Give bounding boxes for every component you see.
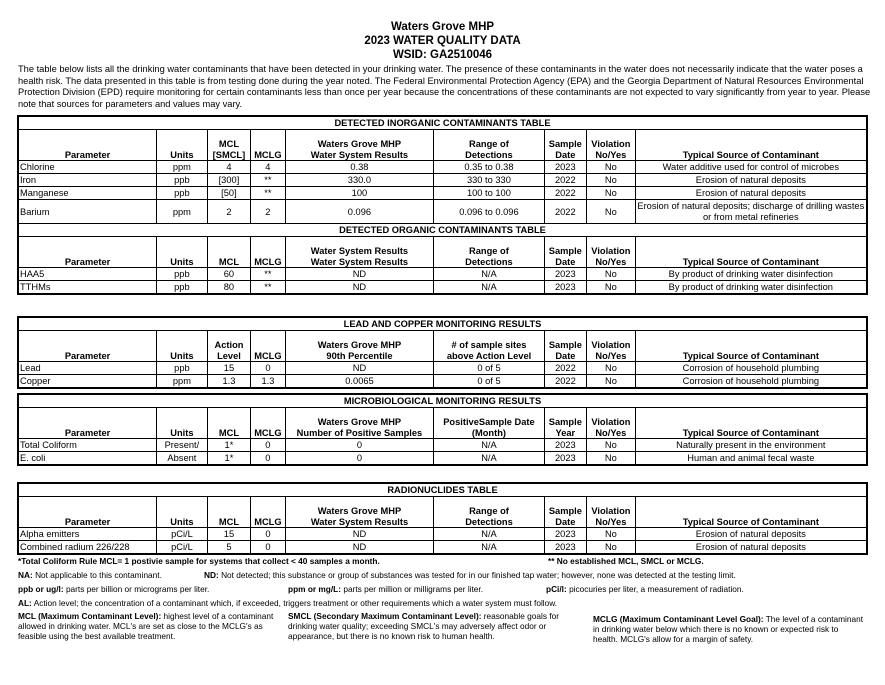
smcl-definition: SMCL (Secondary Maximum Contaminant Level): reasonable goals for drinking water quality; exceeding SMCL's may adversely affect odor or appearance, but there is no known risk to human health. [288, 611, 559, 641]
parameter-cell: HAA5 [18, 268, 157, 281]
column-header: MCL [207, 497, 251, 528]
na-definition: NA: Not applicable to this contaminant. [18, 570, 162, 580]
table-cell: No [587, 187, 636, 200]
parameter-cell: Iron [18, 174, 157, 187]
column-header: Sample Year [544, 408, 586, 439]
table-cell: 4 [207, 161, 251, 174]
column-header: Parameter [18, 237, 157, 268]
table-cell: 2022 [544, 187, 586, 200]
table-cell: No [587, 528, 636, 541]
column-header: Units [157, 331, 208, 362]
column-header: Waters Grove MHP Water System Results [285, 130, 434, 161]
table-cell: ** [251, 281, 285, 295]
column-header: Action Level [207, 331, 251, 362]
table-row [18, 541, 867, 555]
table-cell: ND [285, 528, 434, 541]
table-cell: No [587, 375, 636, 389]
table-cell: No [587, 281, 636, 295]
table-cell: No [587, 200, 636, 224]
column-header: Sample Date [544, 497, 586, 528]
table-cell: 2022 [544, 362, 587, 375]
column-header: Typical Source of Contaminant [635, 497, 867, 528]
column-header: # of sample sites above Action Level [434, 331, 544, 362]
table-cell: ND [285, 362, 434, 375]
table-cell: N/A [434, 439, 544, 452]
column-header: Violation No/Yes [587, 408, 636, 439]
coliform-rule-note: *Total Coliform Rule MCL= 1 postivie sample for systems that collect < 40 samples a month. [18, 556, 380, 566]
column-header: Parameter [18, 130, 157, 161]
table-cell: Erosion of natural deposits [635, 187, 867, 200]
table-cell: Naturally present in the environment [635, 439, 867, 452]
table-cell: Present/ [157, 439, 208, 452]
table-cell: ppb [157, 281, 208, 295]
table-cell: Erosion of natural deposits [635, 528, 867, 541]
micro-table-title: MICROBIOLOGICAL MONITORING RESULTS [18, 394, 867, 408]
micro-title-row [18, 394, 867, 408]
table-cell: 0.0065 [285, 375, 434, 389]
column-header: Waters Grove MHP 90th Percentile [285, 331, 434, 362]
column-header: Violation No/Yes [587, 237, 636, 268]
table-cell: No [587, 452, 636, 466]
column-header: Violation No/Yes [587, 331, 636, 362]
table-cell: 0 [251, 362, 285, 375]
table-row [18, 362, 867, 375]
micro-header-row [18, 408, 867, 439]
table-cell: ppm [157, 375, 208, 389]
table-row [18, 200, 867, 224]
table-cell: 2023 [544, 161, 586, 174]
column-header: Typical Source of Contaminant [635, 408, 867, 439]
table-cell: [50] [207, 187, 251, 200]
table-row [18, 161, 867, 174]
table-cell: ppb [157, 268, 208, 281]
column-header: MCLG [251, 408, 285, 439]
column-header: Typical Source of Contaminant [635, 130, 867, 161]
inorganic-title-row [18, 116, 867, 130]
table-cell: N/A [434, 541, 544, 555]
table-cell: 1.3 [251, 375, 285, 389]
organic-header-row [18, 237, 867, 268]
table-cell: No [587, 541, 636, 555]
parameter-cell: TTHMs [18, 281, 157, 295]
mclg-definition: MCLG (Maximum Contaminant Level Goal): The level of a contaminant in drinking water below which there is no known or expected risk to health. MCLG's allow for a margin of safety. [593, 614, 864, 644]
inorganic-organic-table [17, 115, 868, 295]
column-header: MCLG [251, 497, 285, 528]
table-cell: Human and animal fecal waste [635, 452, 867, 466]
column-header: MCLG [251, 237, 285, 268]
lead-table-title: LEAD AND COPPER MONITORING RESULTS [18, 317, 867, 331]
column-header: Units [157, 130, 208, 161]
table-cell: 2 [207, 200, 251, 224]
table-cell: pCi/L [157, 528, 208, 541]
table-cell: By product of drinking water disinfection [635, 281, 867, 295]
parameter-cell: Lead [18, 362, 157, 375]
table-cell: 2022 [544, 200, 586, 224]
column-header: PositiveSample Date (Month) [434, 408, 544, 439]
column-header: Parameter [18, 408, 157, 439]
nd-definition: ND: Not detected; this substance or group of substances was tested for in our finished tap water; however, none was detected at the testing limit. [204, 570, 736, 580]
ppm-definition: ppm or mg/L: parts per million or milligrams per liter. [288, 584, 484, 594]
column-header: Waters Grove MHP Number of Positive Samples [285, 408, 434, 439]
radionuclides-table [17, 482, 868, 555]
column-header: Range of Detections [434, 237, 544, 268]
table-cell: 100 to 100 [434, 187, 544, 200]
column-header: Sample Date [544, 237, 586, 268]
table-cell: ppm [157, 200, 208, 224]
table-cell: ppb [157, 174, 208, 187]
table-cell: 1* [207, 439, 251, 452]
lead-title-row [18, 317, 867, 331]
lead-header-row [18, 331, 867, 362]
table-cell: 80 [207, 281, 251, 295]
table-row [18, 174, 867, 187]
table-cell: 0.096 [285, 200, 434, 224]
column-header: Parameter [18, 497, 157, 528]
table-cell: 15 [207, 528, 251, 541]
parameter-cell: E. coli [18, 452, 157, 466]
table-row [18, 452, 867, 466]
system-id: WSID: GA2510046 [392, 49, 493, 61]
radio-table-title: RADIONUCLIDES TABLE [18, 483, 867, 497]
parameter-cell: Chlorine [18, 161, 157, 174]
column-header: MCL [207, 408, 251, 439]
mcl-definition: MCL (Maximum Contaminant Level): highest level of a contaminant allowed in drinking water. MCL's are set as close to the MCLG's as feasible using the best available treatment. [18, 611, 274, 641]
table-cell: 15 [207, 362, 251, 375]
table-row [18, 439, 867, 452]
table-cell: 4 [251, 161, 285, 174]
table-cell: 1* [207, 452, 251, 466]
column-header: Typical Source of Contaminant [635, 331, 867, 362]
column-header: Units [157, 497, 208, 528]
table-cell: 2023 [544, 541, 586, 555]
table-cell: 5 [207, 541, 251, 555]
column-header: MCL [SMCL] [207, 130, 251, 161]
no-mcl-note: ** No established MCL, SMCL or MCLG. [548, 556, 704, 566]
table-cell: 2023 [544, 281, 586, 295]
table-cell: Erosion of natural deposits [635, 174, 867, 187]
table-cell: 2022 [544, 174, 586, 187]
table-cell: 0 of 5 [434, 375, 544, 389]
table-cell: Corrosion of household plumbing [635, 375, 867, 389]
table-cell: 2023 [544, 528, 586, 541]
table-cell: 330 to 330 [434, 174, 544, 187]
table-cell: 0 [251, 439, 285, 452]
table-cell: No [587, 268, 636, 281]
column-header: Sample Date [544, 130, 586, 161]
inorganic-header-row [18, 130, 867, 161]
inorganic-table-title: DETECTED INORGANIC CONTAMINANTS TABLE [18, 116, 867, 130]
column-header: Parameter [18, 331, 157, 362]
table-cell: ND [285, 268, 434, 281]
radio-header-row [18, 497, 867, 528]
document-title: Waters Grove MHP [390, 21, 495, 33]
table-cell: N/A [434, 528, 544, 541]
microbiological-table [17, 393, 868, 466]
table-cell: ppm [157, 161, 208, 174]
al-definition: AL: Action level; the concentration of a contaminant which, if exceeded, triggers treatment or other requirements which a water system must follow. [18, 598, 558, 608]
table-cell: No [587, 161, 636, 174]
organic-title-row [18, 224, 867, 237]
table-cell: ** [251, 268, 285, 281]
column-header: Range of Detections [434, 497, 544, 528]
table-cell: 0 [251, 452, 285, 466]
column-header: Sample Date [544, 331, 587, 362]
column-header: Water System Results Water System Results [285, 237, 434, 268]
table-cell: 0 [285, 452, 434, 466]
table-cell: ND [285, 281, 434, 295]
parameter-cell: Alpha emitters [18, 528, 157, 541]
table-cell: ND [285, 541, 434, 555]
table-row [18, 281, 867, 295]
radio-title-row [18, 483, 867, 497]
table-cell: pCi/L [157, 541, 208, 555]
column-header: MCLG [251, 331, 285, 362]
pci-definition: pCi/l: picocuries per liter, a measurement of radiation. [546, 584, 744, 594]
column-header: Violation No/Yes [587, 497, 636, 528]
column-header: MCL [207, 237, 251, 268]
intro-paragraph: The table below lists all the drinking water contaminants that have been detected in your drinking water. The presence of these contaminants in the water does not necessarily indicate that the water poses a health risk. The data presented in this table is from testing done during the year noted. The Federal Environmental Protection Agency (EPA) and the Georgia Department of Natural Resources Environmental Protection Division (EPD) require monitoring for certain contaminants less than once per year because the concentrations of these contaminants are not expected to vary significantly from year to year. Please note that sources for parameters and values may vary. [18, 64, 871, 109]
column-header: Range of Detections [434, 130, 544, 161]
lead-copper-table [17, 316, 868, 389]
table-cell: Water additive used for control of microbes [635, 161, 867, 174]
table-cell: 330.0 [285, 174, 434, 187]
table-cell: ** [251, 187, 285, 200]
table-row [18, 375, 867, 389]
table-row [18, 268, 867, 281]
table-cell: 0 [285, 439, 434, 452]
table-cell: 2023 [544, 452, 586, 466]
document-subtitle: 2023 WATER QUALITY DATA [364, 35, 521, 47]
table-cell: ppb [157, 362, 208, 375]
parameter-cell: Total Coliform [18, 439, 157, 452]
table-cell: 2 [251, 200, 285, 224]
table-cell: N/A [434, 452, 544, 466]
table-cell: 0.38 [285, 161, 434, 174]
table-cell: N/A [434, 268, 544, 281]
table-cell: 0 [251, 541, 285, 555]
table-cell: 0.096 to 0.096 [434, 200, 544, 224]
table-cell: 0 [251, 528, 285, 541]
table-cell: Erosion of natural deposits [635, 541, 867, 555]
table-cell: ** [251, 174, 285, 187]
table-cell: No [587, 362, 636, 375]
table-cell: 2022 [544, 375, 587, 389]
table-cell: By product of drinking water disinfection [635, 268, 867, 281]
column-header: Waters Grove MHP Water System Results [285, 497, 434, 528]
parameter-cell: Combined radium 226/228 [18, 541, 157, 555]
table-cell: No [587, 174, 636, 187]
table-cell: ppb [157, 187, 208, 200]
column-header: Violation No/Yes [587, 130, 636, 161]
table-cell: 60 [207, 268, 251, 281]
column-header: Units [157, 408, 208, 439]
column-header: Typical Source of Contaminant [635, 237, 867, 268]
table-cell: 2023 [544, 439, 586, 452]
parameter-cell: Copper [18, 375, 157, 389]
table-cell: No [587, 439, 636, 452]
parameter-cell: Barium [18, 200, 157, 224]
table-cell: 2023 [544, 268, 586, 281]
column-header: MCLG [251, 130, 285, 161]
ppb-definition: ppb or ug/l: parts per billion or micrograms per liter. [18, 584, 210, 594]
table-cell: Corrosion of household plumbing [635, 362, 867, 375]
parameter-cell: Manganese [18, 187, 157, 200]
table-cell: 1.3 [207, 375, 251, 389]
organic-table-title: DETECTED ORGANIC CONTAMINANTS TABLE [18, 224, 867, 237]
table-cell: Absent [157, 452, 208, 466]
table-cell: 100 [285, 187, 434, 200]
table-cell: Erosion of natural deposits; discharge of drilling wastes or from metal refineries [635, 200, 867, 224]
table-cell: 0.35 to 0.38 [434, 161, 544, 174]
table-cell: [300] [207, 174, 251, 187]
table-row [18, 187, 867, 200]
table-cell: N/A [434, 281, 544, 295]
column-header: Units [157, 237, 208, 268]
table-cell: 0 of 5 [434, 362, 544, 375]
table-row [18, 528, 867, 541]
